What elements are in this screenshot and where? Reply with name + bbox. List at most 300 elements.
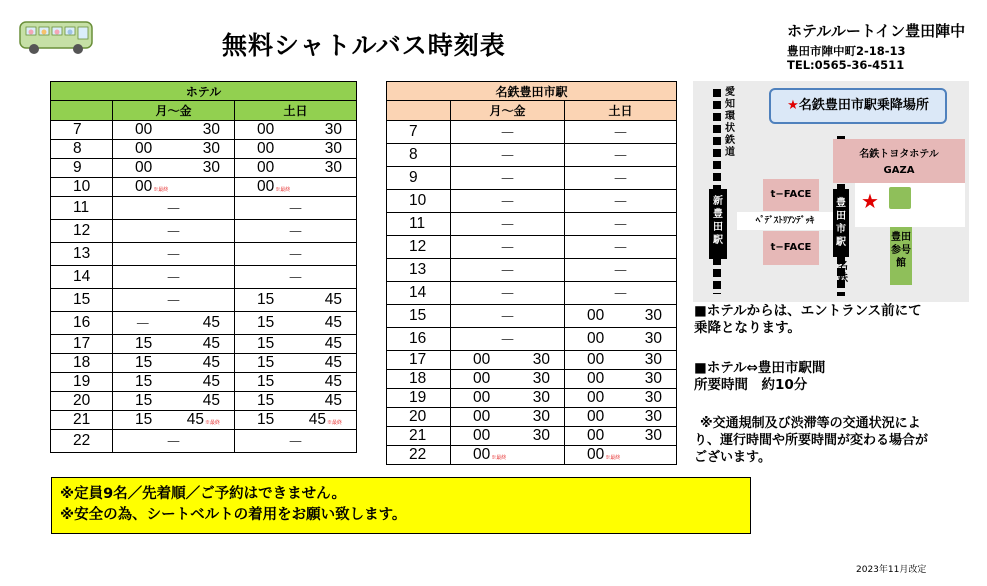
departure-minute: 00 (473, 351, 491, 368)
weekend-cell (565, 389, 677, 408)
departure-minute: 00 (587, 427, 605, 444)
departure-minute: 30 (644, 370, 662, 387)
hour-cell: 9 (387, 167, 451, 190)
weekend-cell (235, 373, 357, 392)
table-row (387, 259, 677, 282)
hour-cell: 13 (51, 243, 113, 266)
weekday-cell (451, 408, 565, 427)
weekday-cell (451, 446, 565, 465)
departure-minute: 00 (135, 121, 153, 138)
departure-minute: 15 (135, 373, 153, 390)
minute-group (257, 178, 290, 196)
weekday-cell (113, 220, 235, 243)
table-row (387, 167, 677, 190)
departure-minute: 30 (644, 389, 662, 406)
hotel-name: ホテルルートイン豊田陣中 (787, 22, 966, 40)
hour-cell: 14 (387, 282, 451, 305)
departure-minute: 45 (202, 335, 220, 352)
tface-building-north: t−FACE (763, 179, 819, 211)
departure-minute: 30 (324, 159, 342, 176)
last-bus-mark: ※最終 (491, 455, 507, 461)
weekday-cell (113, 411, 235, 430)
departure-minute: 30 (532, 351, 550, 368)
minute-group (473, 370, 490, 388)
minute-group (473, 446, 506, 464)
departure-minute: 45 (324, 354, 342, 371)
minute-group (257, 159, 274, 177)
minute-group (203, 392, 220, 410)
departure-minute: 00 (257, 178, 275, 195)
minute-group (257, 314, 274, 332)
hour-cell: 20 (51, 392, 113, 411)
table-row (387, 446, 677, 465)
minute-group (257, 354, 274, 372)
last-bus-mark: ※最終 (153, 187, 169, 193)
no-service-dash: － (499, 240, 516, 257)
minute-group (135, 178, 168, 196)
weekend-cell (235, 411, 357, 430)
departure-minute: 45 (186, 411, 204, 428)
departure-minute: 15 (257, 291, 275, 308)
toyota-shi-station: 豊田市駅 (833, 189, 849, 257)
minute-group (135, 373, 152, 391)
hour-cell: 19 (51, 373, 113, 392)
minute-group (587, 307, 604, 325)
table-row (51, 392, 357, 411)
minute-group (325, 335, 342, 353)
departure-minute: 00 (473, 370, 491, 387)
minute-group (587, 427, 604, 445)
weekday-cell (451, 389, 565, 408)
minute-group (533, 351, 550, 369)
hour-cell: 22 (387, 446, 451, 465)
hour-cell: 18 (387, 370, 451, 389)
weekend-cell (565, 121, 677, 144)
weekend-cell (235, 392, 357, 411)
departure-minute: 15 (135, 335, 153, 352)
hour-cell: 21 (387, 427, 451, 446)
minute-group (587, 370, 604, 388)
hour-cell: 12 (51, 220, 113, 243)
weekend-cell (235, 243, 357, 266)
table-row (51, 266, 357, 289)
weekend-cell (235, 159, 357, 178)
no-service-dash: － (499, 125, 516, 142)
hour-cell: 10 (387, 190, 451, 213)
weekend-cell (235, 140, 357, 159)
departure-minute: 00 (587, 389, 605, 406)
departure-minute: 30 (644, 330, 662, 347)
weekday-cell (113, 335, 235, 354)
page-title: 無料シャトルバス時刻表 (222, 31, 506, 60)
table-row (51, 354, 357, 373)
weekend-cell (565, 370, 677, 389)
weekday-cell (113, 312, 235, 335)
weekday-cell (451, 167, 565, 190)
hour-cell: 8 (51, 140, 113, 159)
no-service-dash: － (287, 201, 304, 218)
departure-minute: 00 (135, 140, 153, 157)
weekday-cell (113, 243, 235, 266)
hour-cell: 17 (387, 351, 451, 370)
hotel-weekday-header: 月～金 (113, 101, 235, 121)
no-service-dash: － (165, 201, 182, 218)
aichi-line-label: 愛知環状鉄道 (725, 87, 735, 158)
weekend-cell (565, 408, 677, 427)
hour-cell: 11 (51, 197, 113, 220)
weekend-cell (235, 266, 357, 289)
weekday-cell (451, 213, 565, 236)
no-service-dash: － (612, 240, 629, 257)
no-service-dash: － (287, 434, 304, 451)
departure-minute: 45 (202, 373, 220, 390)
minute-group (533, 389, 550, 407)
minute-group (135, 335, 152, 353)
weekend-cell (235, 178, 357, 197)
departure-minute: 00 (135, 178, 153, 195)
no-service-dash: － (165, 434, 182, 451)
hour-cell: 15 (51, 289, 113, 312)
minute-group (325, 354, 342, 372)
weekday-cell (113, 197, 235, 220)
no-service-dash: － (287, 224, 304, 241)
weekend-cell (565, 167, 677, 190)
revision-date: 2023年11月改定 (856, 565, 927, 575)
no-service-dash: － (499, 263, 516, 280)
departure-minute: 30 (532, 389, 550, 406)
weekend-cell (565, 259, 677, 282)
minute-group (203, 373, 220, 391)
no-service-dash: － (287, 247, 304, 264)
table-row (51, 373, 357, 392)
table-row (51, 140, 357, 159)
minute-group (587, 389, 604, 407)
minute-group (135, 411, 152, 429)
hour-cell: 14 (51, 266, 113, 289)
departure-minute: 00 (587, 330, 605, 347)
minute-group (135, 140, 152, 158)
minute-group (187, 411, 220, 429)
minute-group (587, 330, 604, 348)
departure-minute: 15 (257, 411, 275, 428)
info-entrance-line1: ■ホテルからは、エントランス前にて (694, 303, 922, 319)
departure-minute: 00 (473, 446, 491, 463)
table-row (387, 408, 677, 427)
departure-minute: － (135, 316, 151, 333)
minute-group (135, 354, 152, 372)
departure-minute: 15 (257, 314, 275, 331)
minute-group (257, 121, 274, 139)
weekend-cell (235, 121, 357, 140)
departure-minute: 30 (324, 121, 342, 138)
weekend-cell (235, 430, 357, 453)
departure-minute: 45 (324, 373, 342, 390)
minute-group (257, 335, 274, 353)
hour-cell: 19 (387, 389, 451, 408)
table-row (387, 121, 677, 144)
minute-group (135, 159, 152, 177)
table-row (51, 220, 357, 243)
departure-minute: 00 (587, 351, 605, 368)
weekend-cell (565, 282, 677, 305)
weekend-cell (565, 213, 677, 236)
hour-cell: 17 (51, 335, 113, 354)
no-service-dash: － (612, 286, 629, 303)
departure-minute: 30 (532, 427, 550, 444)
departure-minute: 30 (644, 427, 662, 444)
minute-group (203, 140, 220, 158)
table-row (387, 351, 677, 370)
departure-minute: 30 (644, 351, 662, 368)
hour-cell: 18 (51, 354, 113, 373)
weekday-cell (451, 144, 565, 167)
minute-group (203, 159, 220, 177)
weekday-cell (451, 259, 565, 282)
table-row (51, 312, 357, 335)
departure-minute: 15 (257, 335, 275, 352)
weekday-cell (113, 121, 235, 140)
table-row (387, 236, 677, 259)
info-entrance-line2: 乗降となります。 (694, 320, 801, 336)
minute-group (533, 408, 550, 426)
table-row (387, 328, 677, 351)
minute-group (325, 121, 342, 139)
weekday-cell (451, 190, 565, 213)
weekday-cell (451, 351, 565, 370)
minute-group (645, 427, 662, 445)
minute-group (587, 408, 604, 426)
weekday-cell (113, 159, 235, 178)
departure-minute: 30 (532, 408, 550, 425)
departure-minute: 00 (587, 370, 605, 387)
departure-minute: 45 (308, 411, 326, 428)
minute-group (473, 351, 490, 369)
table-row (51, 121, 357, 140)
pickup-location-label (769, 88, 947, 124)
pedestrian-deck: ﾍﾟﾃﾞｽﾄﾘｱﾝﾃﾞｯｷ (737, 212, 833, 230)
table-row (387, 389, 677, 408)
minute-group (203, 121, 220, 139)
departure-minute: 45 (324, 392, 342, 409)
minute-group (533, 370, 550, 388)
departure-minute: 15 (257, 373, 275, 390)
weekend-cell (565, 446, 677, 465)
no-service-dash: － (499, 171, 516, 188)
departure-minute: 00 (257, 140, 275, 157)
minute-group (645, 408, 662, 426)
weekend-cell (235, 312, 357, 335)
weekend-cell (565, 144, 677, 167)
weekday-cell (113, 178, 235, 197)
no-service-dash: － (612, 125, 629, 142)
station-hour-header (387, 101, 451, 121)
no-service-dash: － (499, 286, 516, 303)
last-bus-mark: ※最終 (204, 420, 220, 426)
info-traffic-line1: ※交通規制及び渋滞等の交通状況によ (700, 416, 921, 431)
station-weekday-header: 月～金 (451, 101, 565, 121)
station-timetable (386, 81, 677, 465)
hour-cell: 22 (51, 430, 113, 453)
weekend-cell (235, 335, 357, 354)
departure-minute: 00 (587, 307, 605, 324)
no-service-dash: － (165, 247, 182, 264)
weekend-cell (235, 220, 357, 243)
minute-group (587, 446, 620, 464)
departure-minute: 15 (257, 392, 275, 409)
weekend-cell (235, 354, 357, 373)
no-service-dash: － (165, 293, 182, 310)
last-bus-mark: ※最終 (275, 187, 291, 193)
minute-group (325, 392, 342, 410)
hour-cell: 11 (387, 213, 451, 236)
station-weekend-header: 土日 (565, 101, 677, 121)
hotel-timetable (50, 81, 357, 453)
minute-group (325, 140, 342, 158)
departure-minute: 30 (644, 307, 662, 324)
table-row (387, 427, 677, 446)
access-map (693, 81, 969, 302)
minute-group (325, 291, 342, 309)
no-service-dash: － (612, 194, 629, 211)
notice-capacity: ※定員9名／先着順／ご予約はできません。 (60, 486, 347, 502)
minute-group (203, 335, 220, 353)
minute-group (135, 312, 151, 334)
weekend-cell (235, 289, 357, 312)
minute-group (325, 159, 342, 177)
weekday-cell (451, 370, 565, 389)
table-row (51, 335, 357, 354)
weekday-cell (451, 305, 565, 328)
weekday-cell (451, 282, 565, 305)
table-row (51, 289, 357, 312)
departure-minute: 45 (324, 335, 342, 352)
minute-group (325, 373, 342, 391)
star-icon: ★ (787, 98, 799, 113)
departure-minute: 00 (257, 121, 275, 138)
minute-group (645, 330, 662, 348)
no-service-dash: － (287, 270, 304, 287)
minute-group (203, 354, 220, 372)
info-entrance (694, 303, 922, 337)
weekend-cell (565, 305, 677, 328)
departure-minute: 30 (202, 140, 220, 157)
info-travel-time (694, 360, 825, 394)
minute-group (135, 392, 152, 410)
weekend-cell (565, 328, 677, 351)
minute-group (257, 392, 274, 410)
pickup-location-text: 名鉄豊田市駅乗降場所 (798, 98, 929, 113)
weekday-cell (451, 328, 565, 351)
departure-minute: 30 (644, 408, 662, 425)
weekday-cell (451, 121, 565, 144)
departure-minute: 30 (202, 159, 220, 176)
minute-group (645, 370, 662, 388)
weekday-cell (113, 289, 235, 312)
departure-minute: 30 (202, 121, 220, 138)
departure-minute: 30 (532, 370, 550, 387)
hour-cell: 7 (387, 121, 451, 144)
no-service-dash: － (612, 263, 629, 280)
hour-cell: 20 (387, 408, 451, 427)
toyota-sandokan: 豊田参号館 (890, 227, 912, 285)
departure-minute: 15 (135, 411, 153, 428)
info-traffic-notice (694, 415, 928, 466)
table-row (51, 430, 357, 453)
no-service-dash: － (499, 217, 516, 234)
departure-minute: 15 (135, 392, 153, 409)
station-table-title: 名鉄豊田市駅 (387, 82, 677, 101)
table-row (51, 411, 357, 430)
no-service-dash: － (499, 332, 516, 349)
departure-minute: 00 (473, 408, 491, 425)
hotel-table-title: ホテル (51, 82, 357, 101)
minute-group (645, 307, 662, 325)
departure-minute: 00 (135, 159, 153, 176)
weekday-cell (113, 373, 235, 392)
hour-cell: 21 (51, 411, 113, 430)
no-service-dash: － (499, 194, 516, 211)
info-route: ■ホテル⇔豊田市駅間 (694, 360, 826, 376)
minute-group (257, 291, 274, 309)
hotel-address-block (787, 44, 906, 72)
weekday-cell (113, 354, 235, 373)
shin-toyota-station: 新豊田駅 (709, 189, 727, 259)
departure-minute: 15 (257, 354, 275, 371)
weekend-cell (565, 236, 677, 259)
minute-group (257, 140, 274, 158)
weekday-cell (451, 236, 565, 259)
no-service-dash: － (612, 217, 629, 234)
hour-cell: 7 (51, 121, 113, 140)
hour-cell: 13 (387, 259, 451, 282)
minute-group (645, 351, 662, 369)
hour-cell: 15 (387, 305, 451, 328)
table-row (387, 144, 677, 167)
hour-cell: 12 (387, 236, 451, 259)
no-service-dash: － (165, 224, 182, 241)
pickup-star-marker: ★ (861, 189, 879, 213)
hour-cell: 16 (51, 312, 113, 335)
notice-seatbelt: ※安全の為、シートベルトの着用をお願い致します。 (60, 507, 407, 523)
table-row (51, 178, 357, 197)
hotel-hour-header (51, 101, 113, 121)
departure-minute: 45 (202, 392, 220, 409)
no-service-dash: － (165, 270, 182, 287)
info-duration: 所要時間 約10分 (694, 377, 808, 393)
hotel-weekend-header: 土日 (235, 101, 357, 121)
hour-cell: 16 (387, 328, 451, 351)
minute-group (203, 314, 220, 332)
hour-cell: 8 (387, 144, 451, 167)
table-row (387, 190, 677, 213)
table-row (387, 282, 677, 305)
departure-minute: 00 (473, 389, 491, 406)
hour-cell: 9 (51, 159, 113, 178)
meitetsu-toyota-hotel (833, 139, 965, 183)
last-bus-mark: ※最終 (605, 455, 621, 461)
departure-minute: 45 (202, 314, 220, 331)
minute-group (325, 314, 342, 332)
minute-group (135, 121, 152, 139)
table-row (51, 243, 357, 266)
minute-group (473, 427, 490, 445)
minute-group (645, 389, 662, 407)
hotel-address: 豊田市陣中町2-18-13 (787, 44, 906, 58)
hour-cell: 10 (51, 178, 113, 197)
weekday-cell (113, 430, 235, 453)
weekday-cell (113, 392, 235, 411)
no-service-dash: － (499, 309, 516, 326)
